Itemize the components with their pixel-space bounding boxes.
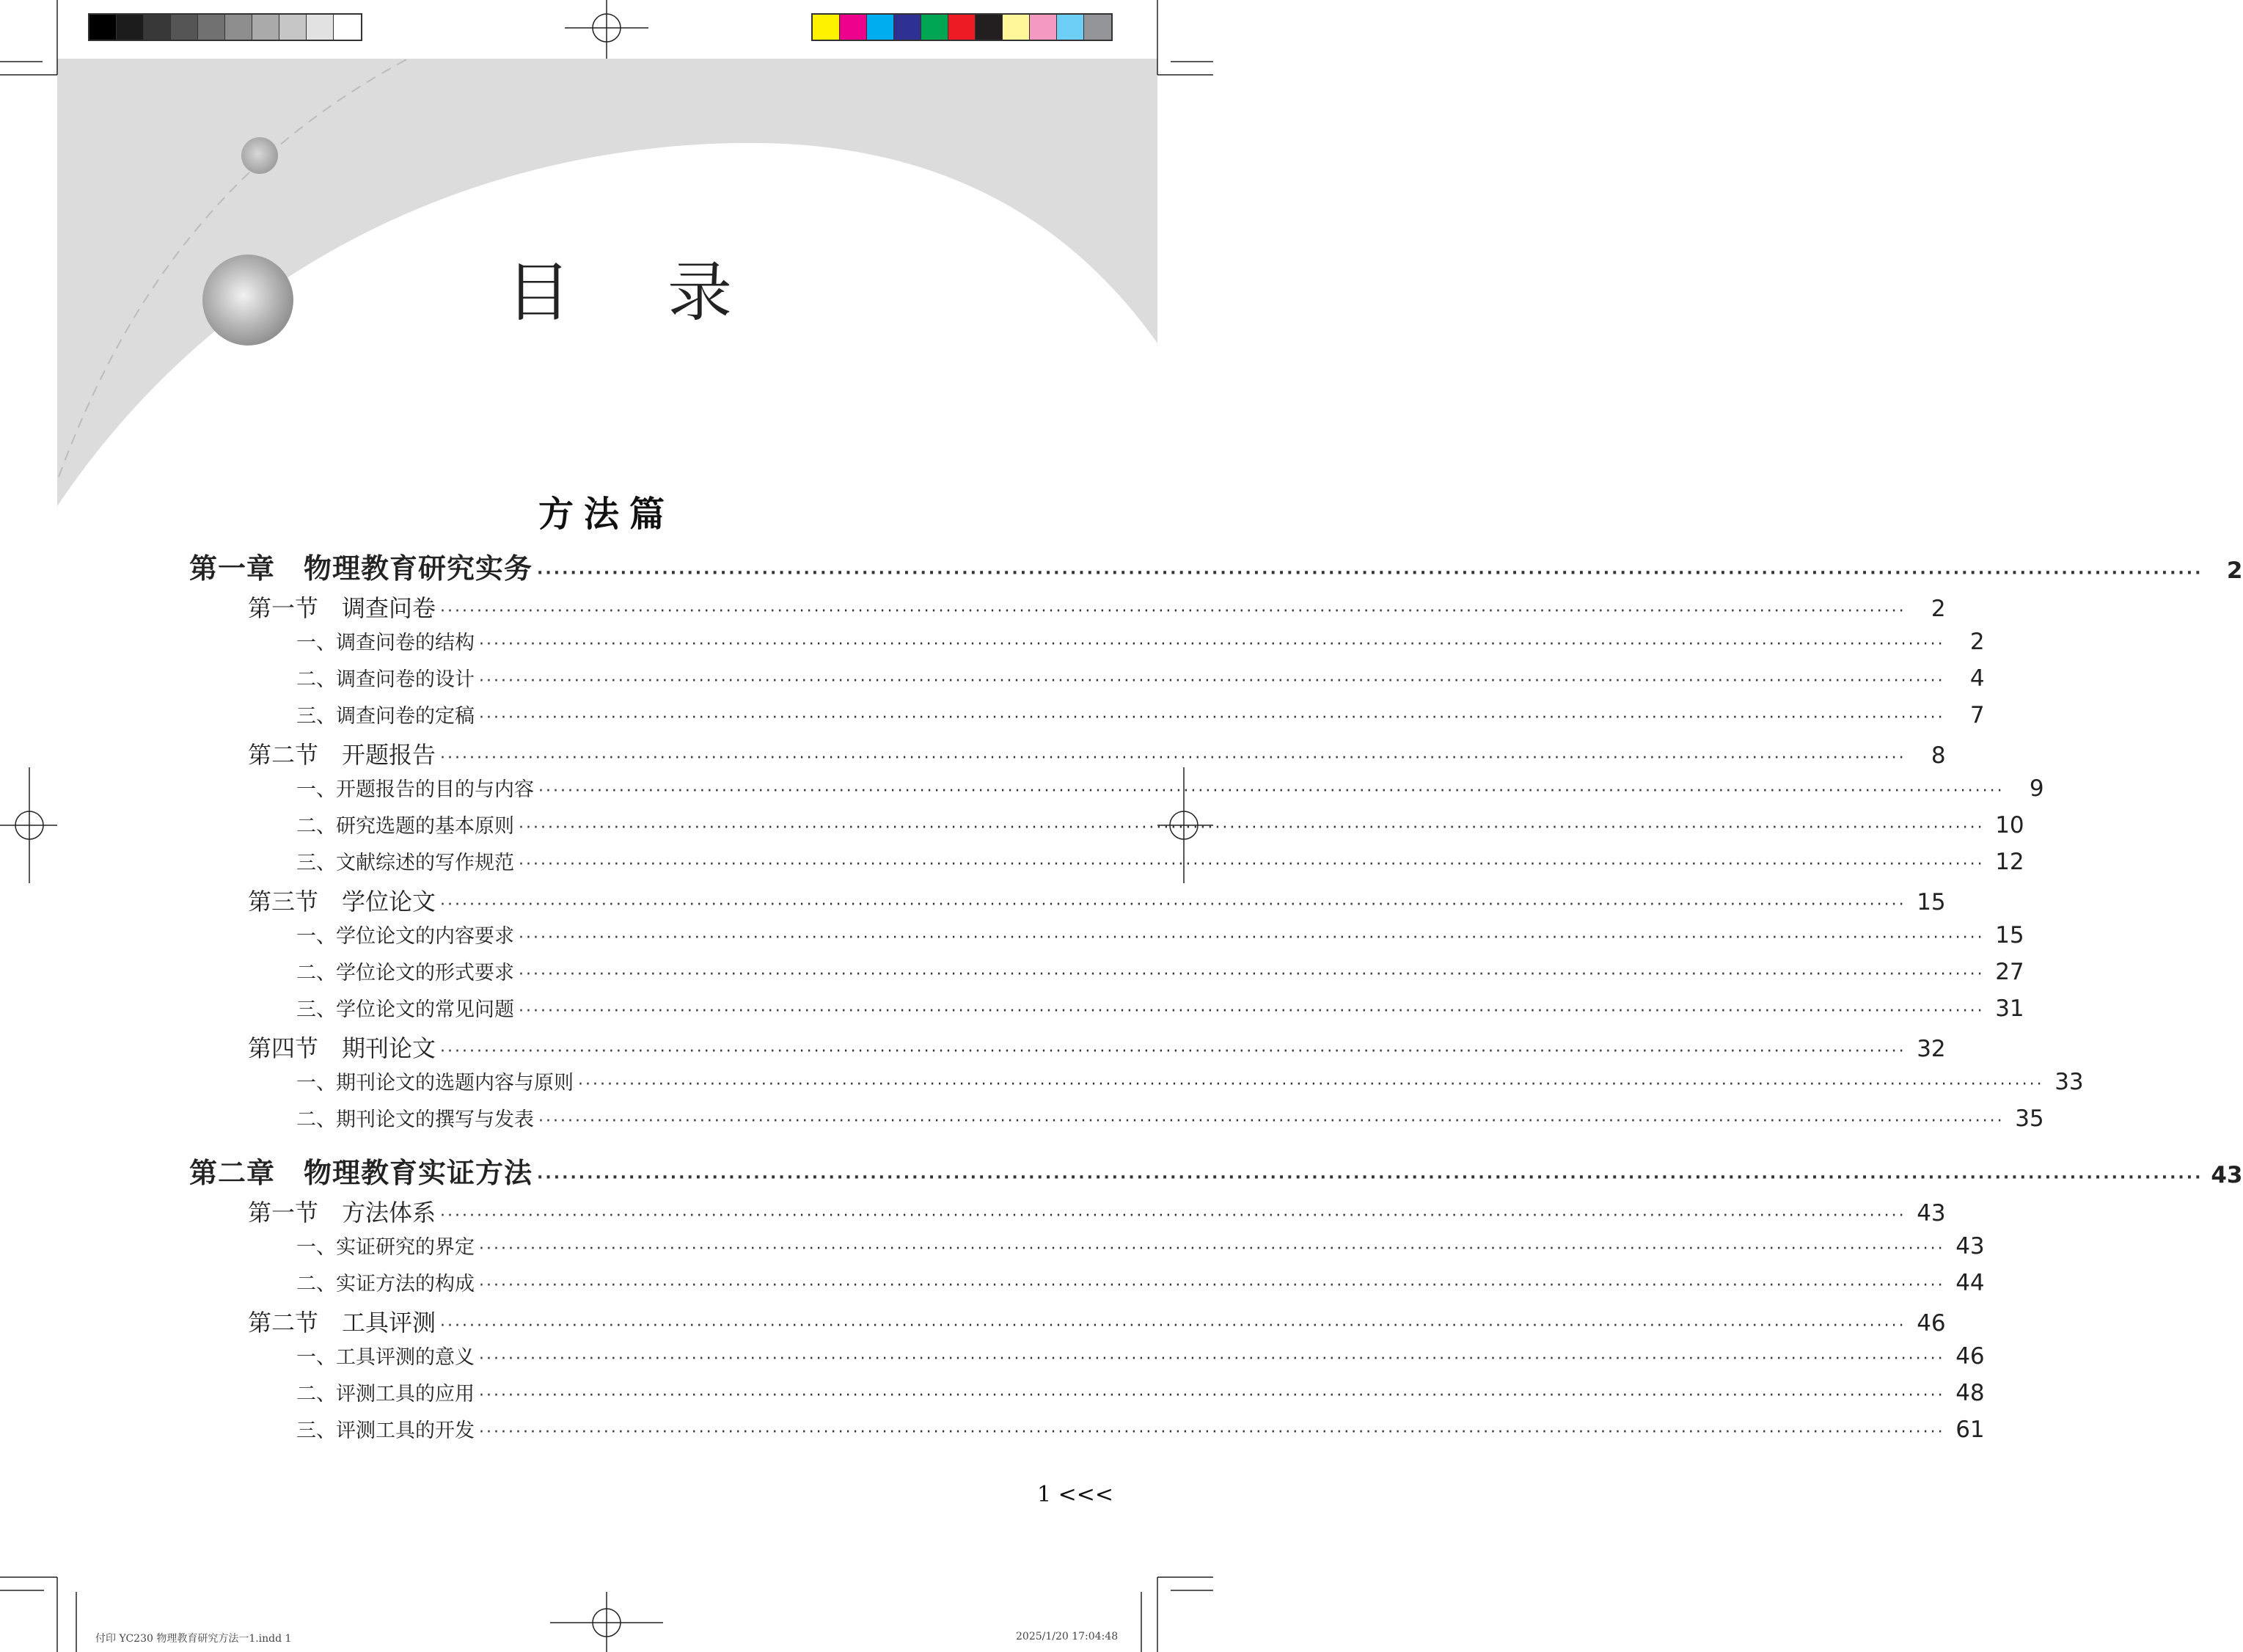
- toc-leader-dots: ········································································································································································································: [440, 896, 1906, 914]
- toc-section: [248, 737, 1946, 770]
- process-color-swatch: [894, 15, 921, 40]
- toc-page-number: 43: [2211, 1162, 2243, 1188]
- process-color-swatch: [976, 15, 1003, 40]
- gray-swatch: [89, 15, 117, 40]
- toc-chapter: [189, 546, 2243, 586]
- toc-title-first-char: 目: [506, 255, 571, 330]
- page-number: 1 <<<: [1037, 1482, 1114, 1507]
- toc-entry-label: 三、评测工具的开发: [296, 1419, 475, 1442]
- process-color-swatch: [921, 15, 948, 40]
- process-color-calibration-bar: [811, 13, 1113, 41]
- toc-entry-label: 第一节 方法体系: [248, 1199, 436, 1227]
- toc-entry-label: 一、工具评测的意义: [296, 1346, 475, 1369]
- toc-page-number: 8: [1931, 742, 1946, 769]
- toc-page-number: 32: [1917, 1036, 1946, 1062]
- process-color-swatch: [1057, 15, 1084, 40]
- toc-subsection: [296, 993, 2024, 1022]
- toc-page-number: 27: [1995, 959, 2024, 985]
- toc-entry-label: 二、学位论文的形式要求: [296, 962, 514, 984]
- process-color-swatch: [1084, 15, 1111, 40]
- toc-entry-label: 二、研究选题的基本原则: [296, 815, 514, 838]
- toc-entry-label: 一、期刊论文的选题内容与原则: [296, 1072, 574, 1094]
- toc-page-number: 2: [1969, 629, 1985, 655]
- toc-subsection: [296, 1103, 2044, 1132]
- toc-entry-label: 第二节 开题报告: [248, 741, 436, 769]
- print-slug-timestamp: 2025/1/20 17:04:48: [1016, 1631, 1119, 1642]
- toc-leader-dots: ········································································································································································································: [519, 819, 1985, 837]
- toc-subsection: [296, 1067, 2084, 1095]
- gray-swatch: [198, 15, 225, 40]
- toc-subsection: [296, 1231, 1985, 1260]
- toc-leader-dots: ········································································································································································································: [479, 1350, 1945, 1368]
- gray-swatch: [334, 15, 361, 40]
- toc-entry-label: 二、期刊论文的撰写与发表: [296, 1108, 534, 1131]
- toc-leader-dots: ········································································································································································································: [479, 1423, 1945, 1441]
- toc-subsection: [296, 1378, 1985, 1406]
- toc-entry-label: 第二节 工具评测: [248, 1309, 436, 1337]
- toc-leader-dots: ········································································································································································································: [578, 1075, 2044, 1094]
- toc-leader-dots: ········································································································································································································: [479, 709, 1945, 727]
- toc-leader-dots: ········································································································································································································: [538, 782, 2005, 800]
- toc-leader-dots: ········································································································································································································: [440, 1207, 1906, 1225]
- gray-swatch: [225, 15, 252, 40]
- toc-page-number: 10: [1995, 812, 2024, 838]
- toc-subsection: [296, 1414, 1985, 1443]
- toc-page-number: 2: [2226, 558, 2243, 584]
- process-color-swatch: [1030, 15, 1057, 40]
- gray-swatch: [144, 15, 171, 40]
- toc-entry-label: 二、实证方法的构成: [296, 1273, 475, 1295]
- large-sphere: [202, 255, 293, 346]
- toc-entry-label: 二、调查问卷的设计: [296, 668, 475, 691]
- toc-leader-dots: ········································································································································································································: [479, 1276, 1945, 1295]
- toc-title-second-char: 录: [667, 255, 733, 330]
- toc-leader-dots: ········································································································································································································: [519, 965, 1985, 984]
- toc-chapter: [189, 1150, 2243, 1191]
- gray-swatch: [252, 15, 279, 40]
- part-title: 方法篇: [538, 494, 675, 535]
- print-slug-filename: 付印 YC230 物理教育研究方法一1.indd 1: [95, 1633, 292, 1645]
- toc-page-number: 46: [1955, 1343, 1985, 1370]
- toc-subsection: [296, 663, 1985, 692]
- toc-entry-label: 三、文献综述的写作规范: [296, 852, 514, 874]
- toc-leader-dots: ········································································································································································································: [479, 672, 1945, 690]
- toc-page-number: 31: [1995, 995, 2024, 1022]
- toc-leader-dots: ········································································································································································································: [538, 1112, 2005, 1130]
- toc-section: [248, 1030, 1946, 1064]
- toc-leader-dots: ········································································································································································································: [519, 855, 1985, 874]
- toc-entry-label: 第四节 期刊论文: [248, 1034, 436, 1062]
- toc-subsection: [296, 1341, 1985, 1370]
- toc-entry-label: 三、调查问卷的定稿: [296, 705, 475, 728]
- toc-entry-label: 第三节 学位论文: [248, 888, 436, 915]
- toc-entry-label: 第一章 物理教育研究实务: [189, 552, 533, 585]
- toc-page-number: 2: [1931, 596, 1946, 622]
- process-color-swatch: [840, 15, 867, 40]
- toc-subsection: [296, 773, 2044, 802]
- small-sphere: [241, 137, 278, 174]
- toc-section: [248, 1194, 1946, 1228]
- toc-leader-dots: ········································································································································································································: [440, 749, 1906, 767]
- toc-entry-label: 一、开题报告的目的与内容: [296, 778, 534, 801]
- gray-swatch: [307, 15, 334, 40]
- toc-leader-dots: ········································································································································································································: [479, 1386, 1945, 1405]
- toc-page-number: 44: [1955, 1270, 1985, 1296]
- toc-page-number: 7: [1969, 702, 1985, 728]
- toc-page-number: 48: [1955, 1380, 1985, 1406]
- toc-entry-label: 一、调查问卷的结构: [296, 632, 475, 654]
- toc-subsection: [296, 847, 2024, 875]
- gray-swatch: [171, 15, 198, 40]
- toc-section: [248, 1304, 1946, 1338]
- toc-leader-dots: ········································································································································································································: [440, 602, 1906, 621]
- toc-page-number: 12: [1995, 849, 2024, 875]
- toc-leader-dots: ········································································································································································································: [537, 1169, 2203, 1187]
- process-color-swatch: [813, 15, 840, 40]
- toc-subsection: [296, 1268, 1985, 1296]
- toc-entry-label: 一、学位论文的内容要求: [296, 925, 514, 948]
- toc-page-number: 43: [1917, 1200, 1946, 1227]
- toc-leader-dots: ········································································································································································································: [519, 1002, 1985, 1020]
- toc-page-number: 9: [2029, 775, 2044, 802]
- toc-entry-label: 一、实证研究的界定: [296, 1236, 475, 1259]
- toc-page-number: 15: [1995, 922, 2024, 949]
- toc-subsection: [296, 626, 1985, 655]
- toc-page-number: 46: [1917, 1310, 1946, 1337]
- toc-page-number: 15: [1917, 889, 1946, 915]
- process-color-swatch: [1003, 15, 1030, 40]
- toc-leader-dots: ········································································································································································································: [537, 564, 2203, 582]
- toc-page-number: 61: [1955, 1417, 1985, 1443]
- toc-entry-label: 三、学位论文的常见问题: [296, 998, 514, 1021]
- process-color-swatch: [948, 15, 976, 40]
- toc-subsection: [296, 810, 2024, 838]
- toc-subsection: [296, 957, 2024, 985]
- toc-page-number: 4: [1969, 665, 1985, 692]
- gray-swatch: [279, 15, 307, 40]
- toc-page-number: 43: [1955, 1233, 1985, 1260]
- process-color-swatch: [867, 15, 894, 40]
- toc-leader-dots: ········································································································································································································: [519, 929, 1985, 947]
- toc-entry-label: 二、评测工具的应用: [296, 1383, 475, 1406]
- toc-leader-dots: ········································································································································································································: [440, 1042, 1906, 1061]
- toc-entry-label: 第二章 物理教育实证方法: [189, 1157, 533, 1189]
- toc-section: [248, 590, 1946, 624]
- toc-entry-label: 第一节 调查问卷: [248, 594, 436, 622]
- toc-page-number: 35: [2015, 1105, 2044, 1132]
- toc-page-number: 33: [2054, 1069, 2084, 1095]
- grayscale-calibration-bar: [88, 13, 362, 41]
- gray-swatch: [117, 15, 144, 40]
- toc-section: [248, 883, 1946, 917]
- toc-subsection: [296, 700, 1985, 728]
- toc-leader-dots: ········································································································································································································: [479, 1240, 1945, 1258]
- toc-subsection: [296, 920, 2024, 949]
- toc-leader-dots: ········································································································································································································: [479, 635, 1945, 654]
- toc-leader-dots: ········································································································································································································: [440, 1317, 1906, 1335]
